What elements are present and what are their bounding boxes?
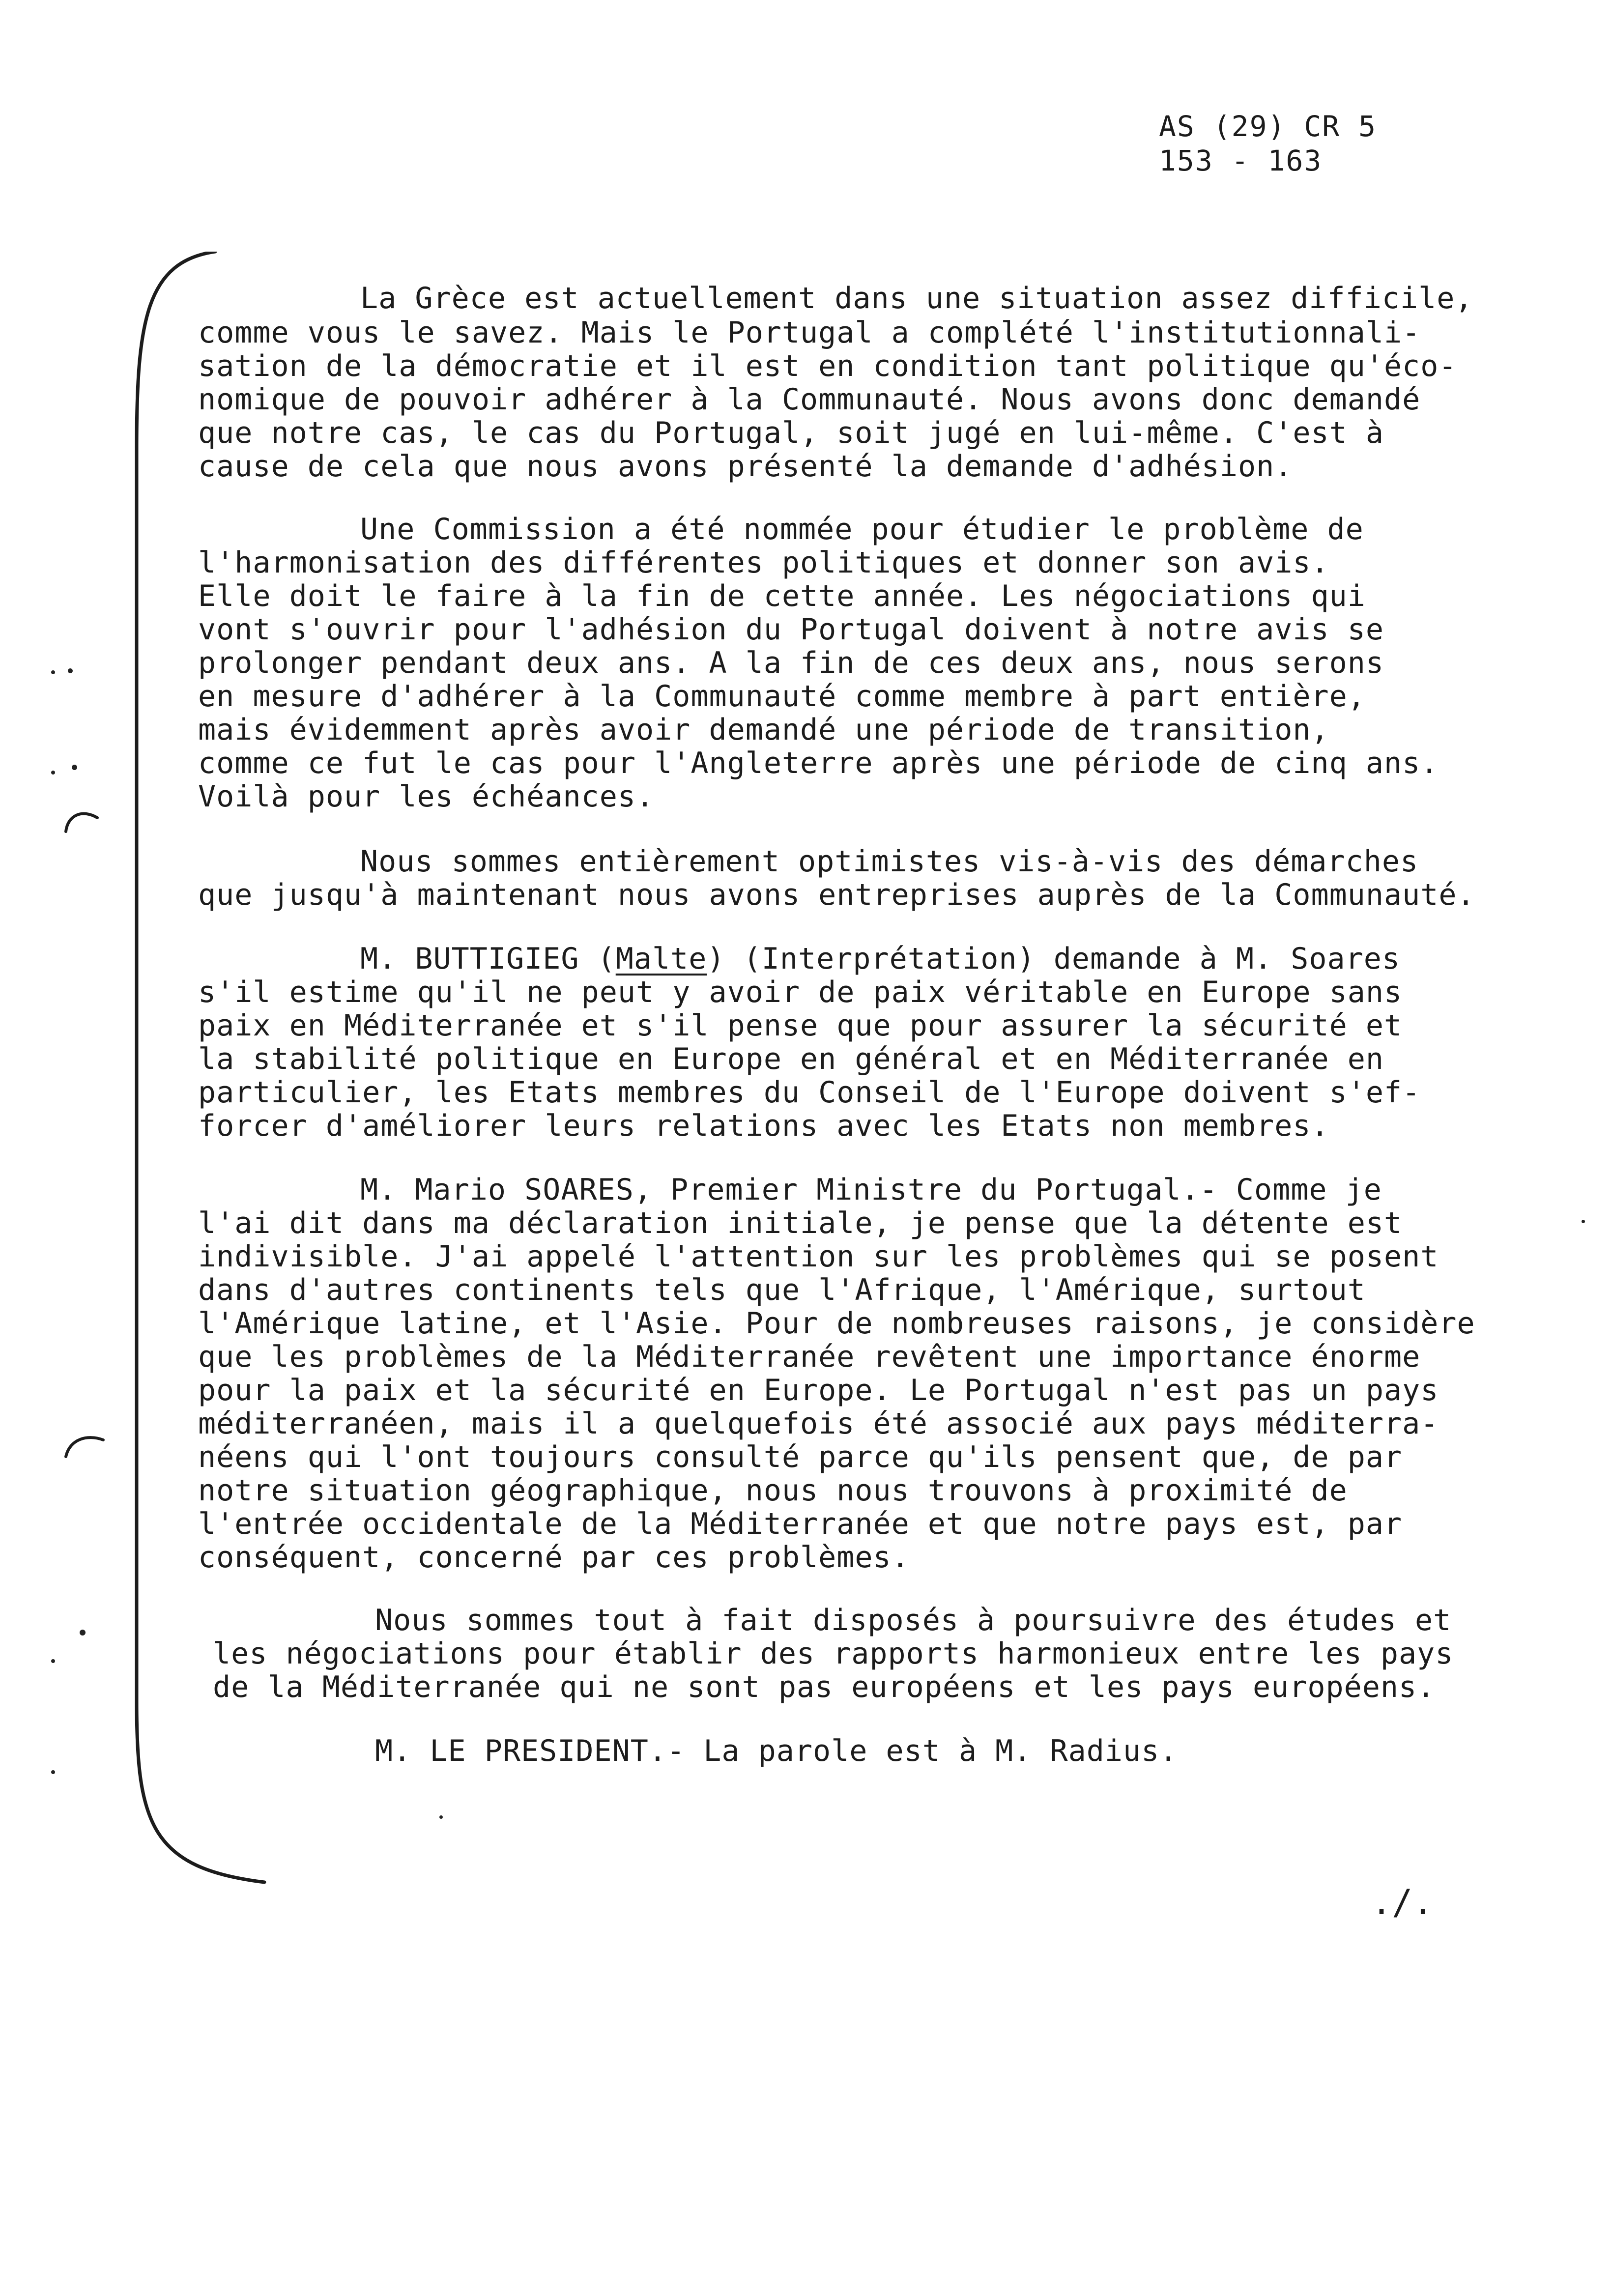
speaker-line-buttigieg: M. BUTTIGIEG (Malte) (Interprétation) demande à M. Soares — [360, 942, 1401, 976]
margin-hook-mark-1 — [63, 806, 102, 835]
text-line: notre situation géographique, nous nous trouvons à proximité de — [198, 1473, 1348, 1508]
margin-dot-6 — [51, 1659, 55, 1663]
text-line: de la Méditerranée qui ne sont pas européens et les pays européens. — [213, 1670, 1436, 1704]
text-line: conséquent, concerné par ces problèmes. — [198, 1540, 910, 1575]
text-line: sation de la démocratie et il est en condition tant politique qu'éco- — [198, 349, 1457, 383]
margin-dot-9 — [439, 1815, 443, 1819]
text-line: que les problèmes de la Méditerranée revêtent une importance énorme — [198, 1340, 1421, 1374]
margin-dot-2 — [68, 668, 73, 673]
text-line: vont s'ouvrir pour l'adhésion du Portugal doivent à notre avis se — [198, 612, 1384, 647]
text-line: dans d'autres continents tels que l'Afrique, l'Amérique, surtout — [198, 1273, 1366, 1307]
margin-dot-5 — [80, 1630, 86, 1636]
text-line: indivisible. J'ai appelé l'attention sur les problèmes qui se posent — [198, 1239, 1439, 1274]
text-line: les négociations pour établir des rapports harmonieux entre les pays — [213, 1636, 1454, 1671]
text-line: comme ce fut le cas pour l'Angleterre après une période de cinq ans. — [198, 746, 1439, 780]
margin-dot-1 — [51, 670, 55, 674]
text-line: La Grèce est actuellement dans une situation assez difficile, — [360, 281, 1473, 316]
text-line: comme vous le savez. Mais le Portugal a complété l'institutionnali- — [198, 316, 1421, 350]
text-line: que notre cas, le cas du Portugal, soit jugé en lui-même. C'est à — [198, 416, 1384, 450]
country-malte: Malte — [615, 942, 707, 976]
text-line: cause de cela que nous avons présenté la demande d'adhésion. — [198, 449, 1293, 484]
text-line: Elle doit le faire à la fin de cette année. Les négociations qui — [198, 579, 1366, 613]
text-line: Voilà pour les échéances. — [198, 779, 655, 814]
text-line: pour la paix et la sécurité en Europe. Le Portugal n'est pas un pays — [198, 1373, 1439, 1407]
text-line: forcer d'améliorer leurs relations avec les Etats non membres. — [198, 1109, 1329, 1143]
reference-code: AS (29) CR 5 — [1159, 110, 1377, 143]
text-line: méditerranéen, mais il a quelquefois été associé aux pays méditerra- — [198, 1406, 1439, 1441]
text-line: Nous sommes entièrement optimistes vis-à-vis des démarches — [360, 844, 1419, 879]
margin-hook-mark-2 — [63, 1430, 107, 1460]
text-line: en mesure d'adhérer à la Communauté comme membre à part entière, — [198, 679, 1366, 714]
text-line: l'Amérique latine, et l'Asie. Pour de nombreuses raisons, je considère — [198, 1306, 1475, 1341]
text-line: l'harmonisation des différentes politiques et donner son avis. — [198, 545, 1329, 580]
text-line: Nous sommes tout à fait disposés à poursuivre des études et — [375, 1603, 1452, 1637]
speaker-line-soares: M. Mario SOARES, Premier Ministre du Portugal.- Comme je — [360, 1173, 1382, 1207]
text-line: nomique de pouvoir adhérer à la Communauté. Nous avons donc demandé — [198, 382, 1421, 417]
text-line: l'entrée occidentale de la Méditerranée et que notre pays est, par — [198, 1507, 1403, 1541]
text-line: que jusqu'à maintenant nous avons entreprises auprès de la Communauté. — [198, 878, 1475, 912]
margin-dot-3 — [51, 771, 55, 775]
document-reference — [1159, 109, 1377, 178]
margin-dot-7 — [51, 1770, 55, 1774]
text-line: particulier, les Etats membres du Conseil de l'Europe doivent s'ef- — [198, 1075, 1421, 1110]
text-line: prolonger pendant deux ans. A la fin de ces deux ans, nous serons — [198, 646, 1384, 680]
text-line: l'ai dit dans ma déclaration initiale, je pense que la détente est — [198, 1206, 1403, 1240]
text-line: s'il estime qu'il ne peut y avoir de paix véritable en Europe sans — [198, 975, 1403, 1009]
text-line: la stabilité politique en Europe en général et en Méditerranée en — [198, 1042, 1384, 1076]
margin-dot-4 — [72, 765, 77, 770]
margin-dot-8 — [1582, 1220, 1585, 1223]
text-line: paix en Méditerranée et s'il pense que pour assurer la sécurité et — [198, 1008, 1403, 1043]
text-line: Une Commission a été nommée pour étudier le problème de — [360, 512, 1364, 546]
text-line: mais évidemment après avoir demandé une période de transition, — [198, 713, 1329, 747]
speaker-line-president: M. LE PRESIDENT.- La parole est à M. Radius. — [375, 1734, 1178, 1768]
page-range: 153 - 163 — [1159, 144, 1323, 177]
continuation-mark: ./. — [1371, 1882, 1434, 1923]
text-line: néens qui l'ont toujours consulté parce qu'ils pensent que, de par — [198, 1440, 1403, 1474]
